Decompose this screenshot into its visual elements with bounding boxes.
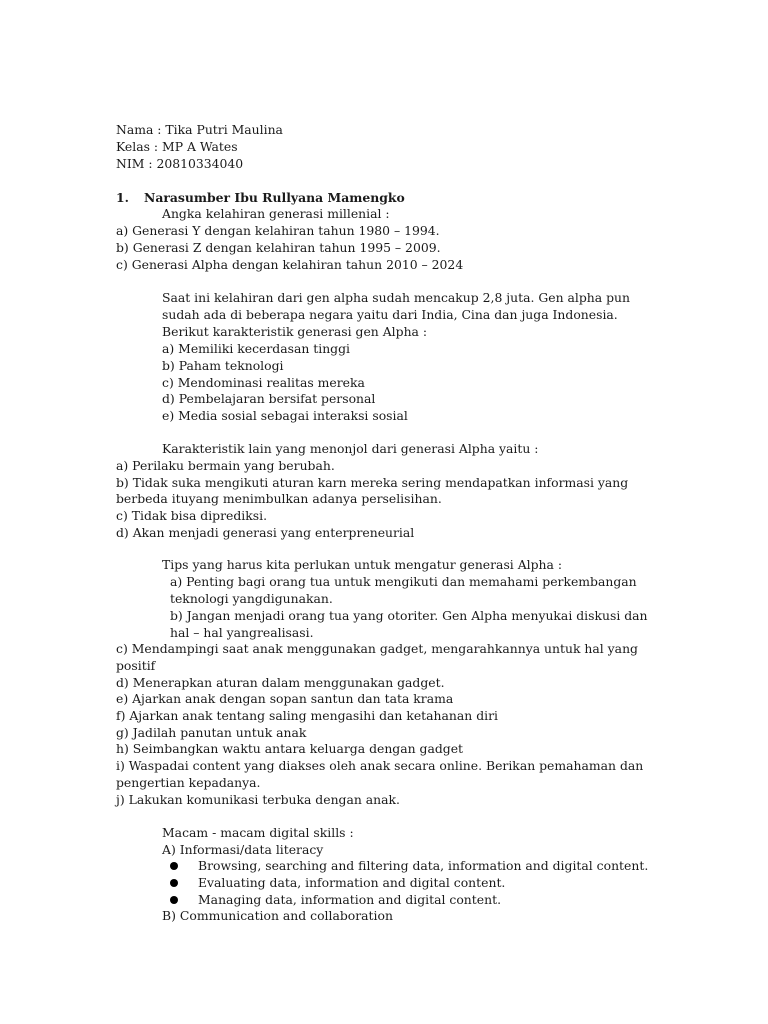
student-nim: NIM : 20810334040 [116, 156, 244, 171]
bullet-icon [170, 862, 178, 870]
list-item: f) Ajarkan anak tentang saling mengasihi dan ketahanan diri [116, 708, 498, 723]
list-item: c) Tidak bisa diprediksi. [116, 508, 268, 523]
list-item: a) Generasi Y dengan kelahiran tahun 1980 – 1994. [116, 223, 440, 238]
list-item: pengertian kepadanya. [116, 775, 261, 790]
other-traits-intro: Karakteristik lain yang menonjol dari generasi Alpha yaitu : [162, 441, 539, 456]
list-item: d) Menerapkan aturan dalam menggunakan gadget. [116, 675, 445, 690]
list-item: c) Mendampingi saat anak menggunakan gadget, mengarahkannya untuk hal yang [116, 641, 638, 656]
list-item: b) Generasi Z dengan kelahiran tahun 1995 – 2009. [116, 240, 441, 255]
list-item: Managing data, information and digital content. [198, 892, 502, 907]
list-item: b) Jangan menjadi orang tua yang otoriter. Gen Alpha menyukai diskusi dan [170, 608, 648, 623]
list-item: c) Mendominasi realitas mereka [162, 375, 365, 390]
list-item: h) Seimbangkan waktu antara keluarga dengan gadget [116, 741, 464, 756]
generations-intro: Angka kelahiran generasi millenial : [162, 206, 390, 221]
paragraph-line: sudah ada di beberapa negara yaitu dari India, Cina dan juga Indonesia. [162, 307, 618, 322]
list-item: b) Paham teknologi [162, 358, 284, 373]
list-item: i) Waspadai content yang diakses oleh anak secara online. Berikan pemahaman dan [116, 758, 644, 773]
section-number: 1. [116, 190, 129, 205]
list-item: b) Tidak suka mengikuti aturan karn mereka sering mendapatkan informasi yang [116, 475, 629, 490]
list-item: c) Generasi Alpha dengan kelahiran tahun 2010 – 2024 [116, 257, 464, 272]
list-item: d) Akan menjadi generasi yang enterpreneurial [116, 525, 415, 540]
student-name: Nama : Tika Putri Maulina [116, 122, 283, 137]
list-item: a) Perilaku bermain yang berubah. [116, 458, 335, 473]
bullet-icon [170, 879, 178, 887]
list-item: Browsing, searching and filtering data, information and digital content. [198, 858, 649, 873]
list-item: j) Lakukan komunikasi terbuka dengan anak. [116, 792, 400, 807]
list-item: berbeda ituyang menimbulkan adanya perselisihan. [116, 491, 442, 506]
list-item: Evaluating data, information and digital content. [198, 875, 506, 890]
tips-intro: Tips yang harus kita perlukan untuk mengatur generasi Alpha : [162, 557, 563, 572]
list-item: e) Ajarkan anak dengan sopan santun dan tata krama [116, 691, 454, 706]
list-item: positif [116, 658, 156, 673]
list-item: hal – hal yangrealisasi. [170, 625, 314, 640]
paragraph-line: Berikut karakteristik generasi gen Alpha : [162, 324, 428, 339]
list-item: a) Memiliki kecerdasan tinggi [162, 341, 350, 356]
paragraph-line: Saat ini kelahiran dari gen alpha sudah mencakup 2,8 juta. Gen alpha pun [162, 290, 630, 305]
digital-skills-intro: Macam - macam digital skills : [162, 825, 354, 840]
list-item: d) Pembelajaran bersifat personal [162, 391, 376, 406]
student-class: Kelas : MP A Wates [116, 139, 238, 154]
skill-heading: A) Informasi/data literacy [162, 842, 324, 857]
list-item: teknologi yangdigunakan. [170, 591, 333, 606]
list-item: e) Media sosial sebagai interaksi sosial [162, 408, 408, 423]
bullet-icon [170, 896, 178, 904]
section-title: Narasumber Ibu Rullyana Mamengko [144, 190, 405, 205]
skill-heading: B) Communication and collaboration [162, 908, 393, 923]
list-item: a) Penting bagi orang tua untuk mengikuti dan memahami perkembangan [170, 574, 637, 589]
list-item: g) Jadilah panutan untuk anak [116, 725, 307, 740]
